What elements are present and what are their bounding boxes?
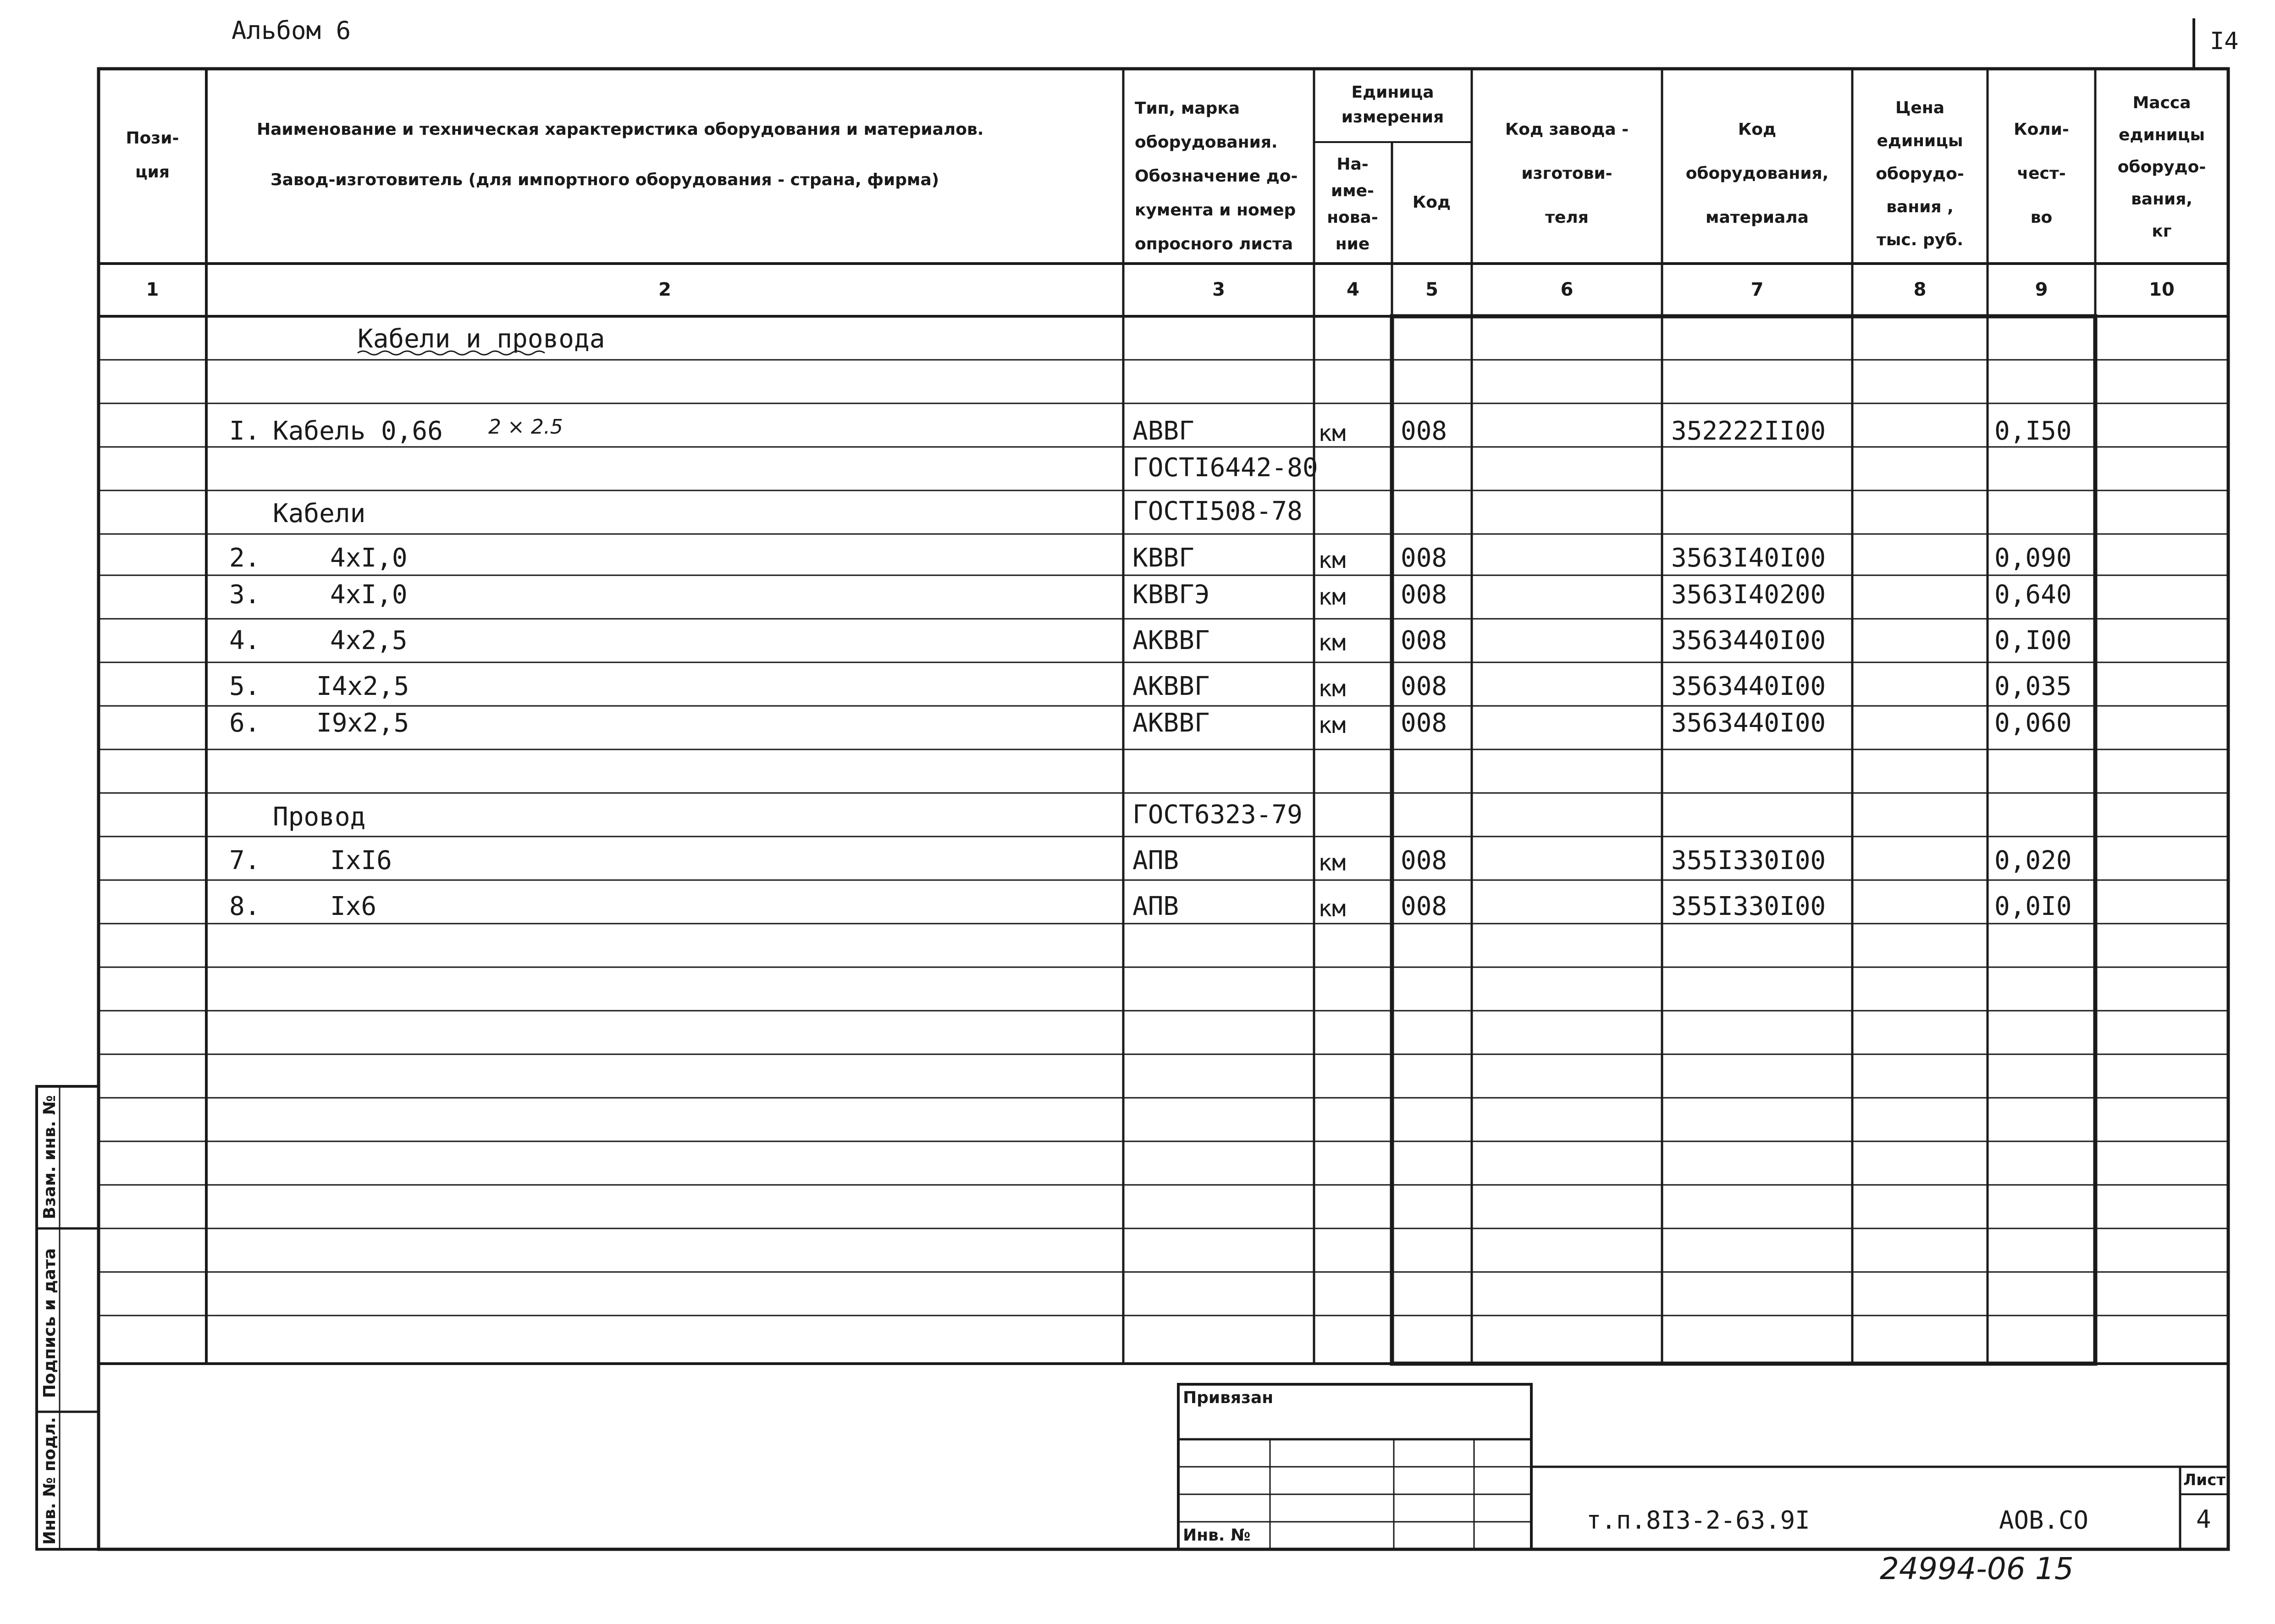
row-unit-code: 008	[1401, 672, 1447, 701]
row-unit-code: 008	[1401, 708, 1447, 738]
header-mass: Масса единицы оборудо- вания, кг	[2117, 94, 2206, 241]
row-unit-code: 008	[1401, 416, 1447, 446]
header-unit-name: На- име- нова- ние	[1327, 155, 1378, 253]
col-number: 1	[146, 279, 159, 300]
row-type: ГОСТI6442-80	[1132, 453, 1318, 483]
row-name: Ix6	[330, 892, 377, 921]
col-number: 6	[1560, 279, 1574, 300]
row-type: АВВГ	[1132, 416, 1194, 446]
row-name: Кабели	[273, 499, 366, 528]
col-number: 7	[1750, 279, 1764, 300]
col-number: 10	[2149, 279, 2175, 300]
row-type: АПВ	[1132, 892, 1179, 921]
row-name: 4xI,0	[330, 580, 408, 610]
header-price: Цена единицы оборудо- вания , тыс. руб.	[1876, 99, 1964, 249]
row-quantity: 0,060	[1994, 708, 2072, 738]
document-mark: АОВ.СО	[1999, 1506, 2089, 1535]
row-type: ГОСТ6323-79	[1132, 800, 1303, 830]
row-unit-code: 008	[1401, 892, 1447, 921]
row-type: КВВГЭ	[1132, 580, 1210, 610]
row-equipment-code: 352222II00	[1671, 416, 1826, 446]
stamp-inv-number: Инв. №	[1183, 1526, 1251, 1545]
row-unit: км	[1318, 712, 1346, 738]
row-quantity: 0,020	[1994, 846, 2072, 875]
row-unit: км	[1318, 849, 1346, 876]
row-position: 6.	[229, 708, 260, 738]
col-number: 5	[1425, 279, 1438, 300]
row-position: 5.	[229, 672, 260, 701]
row-unit: км	[1318, 895, 1346, 922]
album-label: Альбом 6	[232, 16, 351, 45]
row-position: 8.	[229, 892, 260, 921]
col-number: 4	[1347, 279, 1359, 300]
row-equipment-code: 3563440I00	[1671, 672, 1826, 701]
row-equipment-code: 355I330I00	[1671, 846, 1826, 875]
row-name: I9x2,5	[316, 708, 409, 738]
row-equipment-code: 3563440I00	[1671, 626, 1826, 655]
header-position: Пози- ция	[126, 129, 179, 182]
col-number: 3	[1212, 279, 1225, 300]
row-unit-code: 008	[1401, 543, 1447, 573]
side-label-vzam: Взам. инв. №	[40, 1095, 59, 1219]
row-unit-code: 008	[1401, 846, 1447, 875]
row-name: Провод	[273, 802, 366, 832]
row-equipment-code: 3563440I00	[1671, 708, 1826, 738]
document-code: т.п.8I3-2-63.9I	[1586, 1506, 1810, 1535]
sheet-top-number: I4	[2210, 28, 2239, 55]
header-name-line2: Завод-изготовитель (для импортного оборудования - страна, фирма)	[271, 171, 939, 189]
col-number: 2	[658, 279, 671, 300]
row-type: АКВВГ	[1132, 708, 1210, 738]
row-unit: км	[1318, 584, 1346, 610]
row-unit: км	[1318, 420, 1346, 446]
row-equipment-code: 3563I40I00	[1671, 543, 1826, 573]
list-label: Лист	[2183, 1471, 2225, 1489]
row-position: 2.	[229, 543, 260, 573]
header-manufacturer-code: Код завода - изготови- теля	[1505, 120, 1629, 227]
row-name: Кабель 0,66	[273, 416, 443, 446]
header-type: Тип, марка оборудования. Обозначение до- кумента и номер опросного листа	[1135, 99, 1298, 253]
side-label-podpis: Подпись и дата	[40, 1248, 59, 1398]
row-type: КВВГ	[1132, 543, 1194, 573]
row-position: 4.	[229, 626, 260, 655]
row-quantity: 0,090	[1994, 543, 2072, 573]
row-type: АПВ	[1132, 846, 1179, 875]
row-name: 4xI,0	[330, 543, 408, 573]
row-quantity: 0,I00	[1994, 626, 2072, 655]
row-quantity: 0,0I0	[1994, 892, 2072, 921]
row-equipment-code: 355I330I00	[1671, 892, 1826, 921]
row-name-handwritten: 2 × 2.5	[488, 415, 563, 439]
header-unit-group: Единица измерения	[1341, 83, 1444, 127]
row-unit-code: 008	[1401, 580, 1447, 610]
header-name-line1: Наименование и техническая характеристика оборудования и материалов.	[257, 120, 984, 139]
row-name: I4x2,5	[316, 672, 409, 701]
row-type: АКВВГ	[1132, 672, 1210, 701]
row-name: 4x2,5	[330, 626, 408, 655]
row-quantity: 0,I50	[1994, 416, 2072, 446]
section-title: Кабели и провода	[358, 324, 605, 354]
row-name: IxI6	[330, 846, 392, 875]
row-position: 3.	[229, 580, 260, 610]
list-number: 4	[2196, 1505, 2211, 1534]
header-quantity: Коли- чест- во	[2014, 120, 2069, 227]
stamp-privyazan: Привязан	[1183, 1388, 1274, 1407]
row-unit-code: 008	[1401, 626, 1447, 655]
col-number: 9	[2035, 279, 2048, 300]
row-unit: км	[1318, 547, 1346, 573]
row-quantity: 0,640	[1994, 580, 2072, 610]
row-equipment-code: 3563I40200	[1671, 580, 1826, 610]
footer-handwritten-number: 24994-06 15	[1880, 1551, 2074, 1586]
row-position: 7.	[229, 846, 260, 875]
header-equipment-code: Код оборудования, материала	[1685, 120, 1829, 227]
row-position: I.	[229, 416, 260, 446]
side-label-inv-podl: Инв. № подл.	[40, 1417, 59, 1545]
col-number: 8	[1913, 279, 1927, 300]
header-unit-code: Код	[1412, 193, 1451, 212]
row-unit: км	[1318, 629, 1346, 656]
row-unit: км	[1318, 675, 1346, 702]
row-type: ГОСТI508-78	[1132, 496, 1303, 526]
row-quantity: 0,035	[1994, 672, 2072, 701]
row-type: АКВВГ	[1132, 626, 1210, 655]
